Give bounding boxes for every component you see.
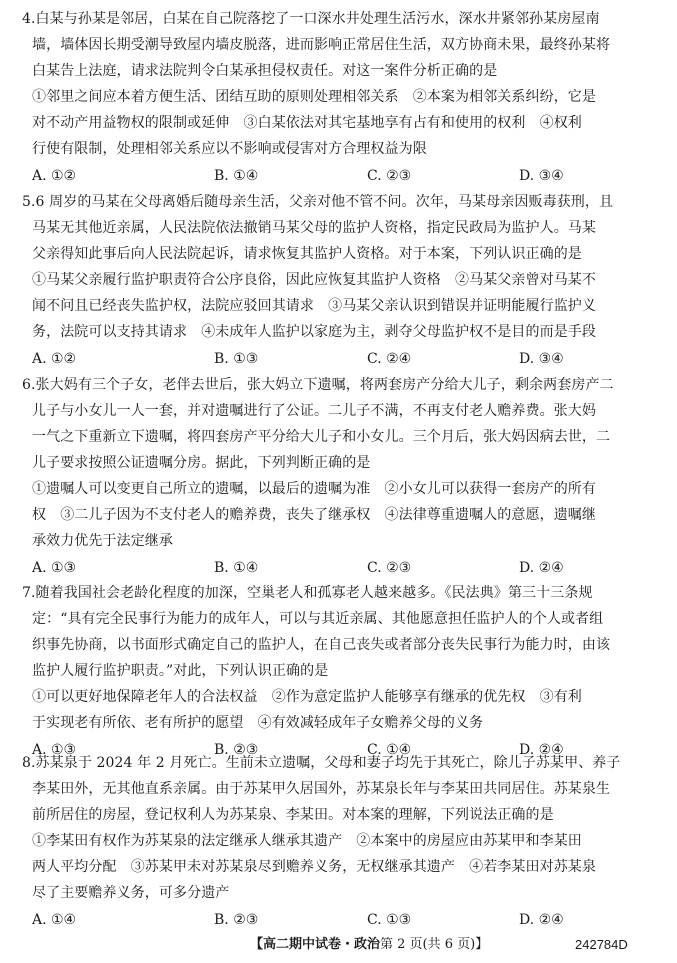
statement-line: ①邻里之间应本着方便生活、团结互助的原则处理相邻关系 ②本案为相邻关系纠纷，它是 bbox=[32, 89, 596, 105]
option-c: C. ①③ bbox=[367, 912, 412, 928]
question-stem-line: 儿子与小女儿一人一套，并对遗嘱进行了公证。二儿子不满，不再支付老人赡养费。张大妈 bbox=[32, 403, 596, 419]
question-stem-line: 5.6 周岁的马某在父母离婚后随母亲生活，父亲对他不管不问。次年，马某母亲因贩毒获刑，且 bbox=[22, 194, 614, 210]
question-6 bbox=[22, 372, 662, 582]
statement-line: ①马某父亲履行监护职责符合公序良俗，因此应恢复其监护人资格 ②马某父亲曾对马某不 bbox=[32, 272, 596, 288]
option-a: A. ①② bbox=[32, 168, 77, 184]
option-a: A. ①② bbox=[32, 351, 77, 367]
question-stem-line: 马某无其他近亲属，人民法院依法撤销马某父母的监护人资格，指定民政局为监护人。马某 bbox=[32, 220, 596, 236]
footer-exam-title: 【高二期中试卷・政治 bbox=[250, 937, 381, 952]
question-stem-line: 7.随着我国社会老龄化程度的加深，空巢老人和孤寡老人越来越多。《民法典》第三十三条规 bbox=[22, 585, 593, 601]
option-a: A. ①③ bbox=[32, 560, 77, 576]
answer-options bbox=[22, 345, 662, 373]
option-b: B. ②③ bbox=[214, 912, 259, 928]
question-stem-line: 父亲得知此事后向人民法院起诉，请求恢复其监护人资格。对于本案，下列认识正确的是 bbox=[32, 246, 582, 262]
statement-line: 尽了主要赡养义务，可多分遗产 bbox=[32, 885, 230, 901]
question-stem-line: 8.苏某泉于 2024 年 2 月死亡。生前未立遗嘱，父母和妻子均先于其死亡，除儿子苏某甲、养子 bbox=[22, 755, 621, 771]
question-7 bbox=[22, 580, 662, 764]
question-stem-line: 监护人履行监护职责。”对此，下列认识正确的是 bbox=[32, 663, 329, 679]
option-b: B. ①③ bbox=[214, 351, 259, 367]
question-stem-line: 定：“具有完全民事行为能力的成年人，可以与其近亲属、其他愿意担任监护人的个人或者组 bbox=[32, 611, 604, 627]
statement-line: 对不动产用益物权的限制或延伸 ③白某依法对其宅基地享有占有和使用的权利 ④权利 bbox=[32, 115, 582, 131]
statement-line: 两人平均分配 ③苏某甲未对苏某泉尽到赡养义务，无权继承其遗产 ④若李某田对苏某泉 bbox=[32, 859, 596, 875]
option-c: C. ②③ bbox=[367, 168, 412, 184]
page-footer bbox=[0, 933, 677, 957]
question-8 bbox=[22, 750, 662, 934]
question-4 bbox=[22, 6, 662, 190]
question-stem-line: 一气之下重新立下遗嘱，将四套房产平分给大儿子和小女儿。三个月后，张大妈因病去世，二 bbox=[32, 429, 611, 445]
question-5 bbox=[22, 189, 662, 373]
option-d: D. ③④ bbox=[519, 351, 564, 367]
statement-line: 承效力优先于法定继承 bbox=[32, 533, 173, 549]
footer-exam-code: 242784D bbox=[575, 937, 628, 952]
option-d: D. ②④ bbox=[519, 912, 564, 928]
footer-page-number: 第 2 页(共 6 页)】 bbox=[380, 937, 489, 952]
question-stem-line: 织事先协商，以书面形式确定自己的监护人，在自己丧失或者部分丧失民事行为能力时，由该 bbox=[32, 637, 611, 653]
option-a: A. ①④ bbox=[32, 912, 77, 928]
option-a: A. ①③ bbox=[32, 742, 77, 758]
question-stem-line: 4.白某与孙某是邻居，白某在自己院落挖了一口深水井处理生活污水，深水井紧邻孙某房屋南 bbox=[22, 11, 600, 27]
question-stem-line: 6.张大妈有三个子女，老伴去世后，张大妈立下遗嘱，将两套房产分给大儿子，剩余两套房产二 bbox=[22, 377, 614, 393]
statement-line: 行使有限制，处理相邻关系应以不影响或侵害对方合理权益为限 bbox=[32, 141, 427, 157]
option-b: B. ①④ bbox=[214, 168, 259, 184]
statement-line: 闻不问且已经丧失监护权，法院应驳回其请求 ③马某父亲认识到错误并证明能履行监护义 bbox=[32, 298, 596, 314]
option-c: C. ②④ bbox=[367, 351, 412, 367]
question-stem-line: 白某告上法庭，请求法院判令白某承担侵权责任。对这一案件分析正确的是 bbox=[32, 63, 498, 79]
question-stem-line: 墙，墙体因长期受潮导致屋内墙皮脱落，进而影响正常居住生活，双方协商未果，最终孙某将 bbox=[32, 37, 611, 53]
answer-options bbox=[22, 554, 662, 582]
statement-line: ①遗嘱人可以变更自己所立的遗嘱，以最后的遗嘱为准 ②小女儿可以获得一套房产的所有 bbox=[32, 481, 596, 497]
option-d: D. ③④ bbox=[519, 168, 564, 184]
option-d: D. ②④ bbox=[519, 560, 564, 576]
option-c: C. ②③ bbox=[367, 560, 412, 576]
statement-line: ①李某田有权作为苏某泉的法定继承人继承其遗产 ②本案中的房屋应由苏某甲和李某田 bbox=[32, 833, 582, 849]
statement-line: 于实现老有所依、老有所护的愿望 ④有效减轻成年子女赡养父母的义务 bbox=[32, 715, 484, 731]
question-stem-line: 李某田外，无其他直系亲属。由于苏某甲久居国外，苏某泉长年与李某田共同居住。苏某泉生 bbox=[32, 781, 611, 797]
option-b: B. ①④ bbox=[214, 560, 259, 576]
option-c: C. ①④ bbox=[367, 742, 412, 758]
option-d: D. ②④ bbox=[519, 742, 564, 758]
option-b: B. ②③ bbox=[214, 742, 259, 758]
answer-options bbox=[22, 906, 662, 934]
question-stem-line: 前所居住的房屋，登记权利人为苏某泉、李某田。对本案的理解，下列说法正确的是 bbox=[32, 807, 554, 823]
answer-options bbox=[22, 162, 662, 190]
statement-line: ①可以更好地保障老年人的合法权益 ②作为意定监护人能够享有继承的优先权 ③有利 bbox=[32, 689, 582, 705]
question-stem-line: 儿子要求按照公证遗嘱分房。据此，下列判断正确的是 bbox=[32, 455, 371, 471]
statement-line: 权 ③二儿子因为不支付老人的赡养费，丧失了继承权 ④法律尊重遗嘱人的意愿，遗嘱继 bbox=[32, 507, 596, 523]
statement-line: 务，法院可以支持其请求 ④未成年人监护以家庭为主，剥夺父母监护权不是目的而是手段 bbox=[32, 324, 596, 340]
